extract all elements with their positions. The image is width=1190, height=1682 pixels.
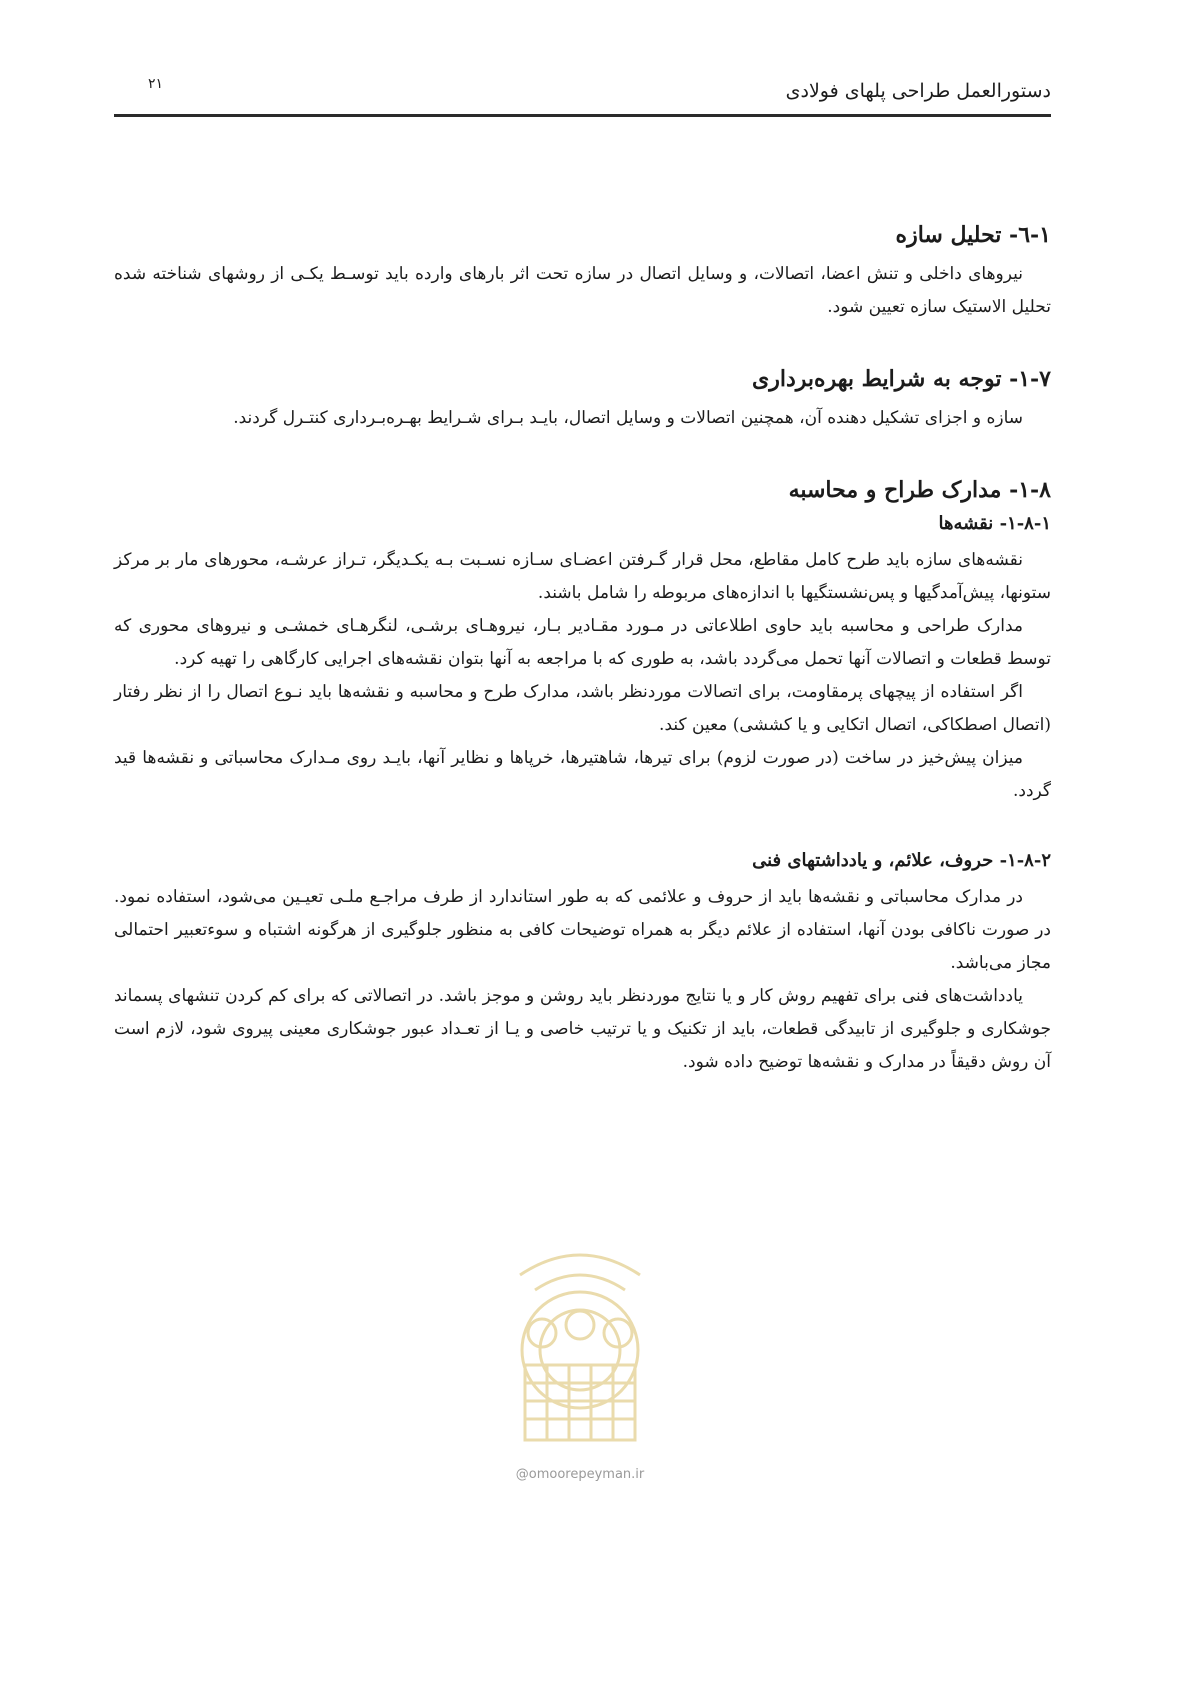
publisher-seal-logo-icon — [480, 1215, 680, 1465]
page-number: ۲۱ — [148, 76, 164, 92]
page-body — [114, 222, 1051, 1079]
paragraph: نقشه‌های سازه باید طرح کامل مقاطع، محل قرار گـرفتن اعضـای سـازه نسـبت بـه یکـدیگر، تـراز عرشـه، محورهای مار بر مرکز ستونها، پیش‌آمدگیها و پس‌نشستگیها با اندازه‌های مربوطه را شامل باشند. — [114, 550, 1051, 603]
paragraph: یادداشت‌های فنی برای تفهیم روش کار و یا نتایج موردنظر باید روشن و موجز باشد. در اتصالاتی که برای کم کردن تنشهای پسماند جوشکاری و جلوگیری از تابیدگی قطعات، باید از تکنیک و یا ترتیب خاصی و یـا از تعـداد عبور جوشکاری معینی پیروی شود، لازم است آن روش دقیقاً در مدارک و نقشه‌ها توضیح داده شود. — [114, 986, 1051, 1072]
paragraph: میزان پیش‌خیز در ساخت (در صورت لزوم) برای تیرها، شاهتیرها، خرپاها و نظایر آنها، بایـد روی مـدارک محاسباتی و نقشه‌ها قید گردد. — [114, 748, 1051, 801]
paragraph: مدارک طراحی و محاسبه باید حاوی اطلاعاتی در مـورد مقـادیر بـار، نیروهـای برشـی، لنگرهـای خمشـی و نیروهای محوری که توسط قطعات و اتصالات آنها تحمل می‌گردد باشد، به طوری که با مراجعه به آنها بتوان نقشه‌های اجرایی کارگاهی را تهیه کرد. — [114, 616, 1051, 669]
section-heading-1-6: ۱-٦- تحلیل سازه — [895, 222, 1051, 248]
subsection-heading-1-8-2: ۱-۸-۲- حروف، علائم، و یادداشتهای فنی — [752, 850, 1051, 871]
paragraph: در مدارک محاسباتی و نقشه‌ها باید از حروف و علائمی که به طور استاندارد از طرف مراجـع ملـی تعیـین می‌شود، استفاده نمود. در صورت ناکافی بودن آنها، استفاده از علائم دیگر به همراه توضیحات کافی به منظور جلوگیری از هرگونه اشتباه و سوءتعبیر احتمالی مجاز می‌باشد. — [114, 887, 1051, 973]
page-header — [114, 74, 1051, 117]
watermark-url: @omoorepeyman.ir — [515, 1467, 645, 1482]
section-heading-1-7: ۱-۷- توجه به شرایط بهره‌برداری — [752, 366, 1051, 392]
section-heading-1-8: ۱-۸- مدارک طراح و محاسبه — [788, 477, 1051, 503]
running-title: دستورالعمل طراحی پلهای فولادی — [785, 80, 1051, 102]
paragraph: اگر استفاده از پیچهای پرمقاومت، برای اتصالات موردنظر باشد، مدارک طرح و محاسبه و نقشه‌ها باید نـوع اتصال را از نظر رفتار (اتصال اصطکاکی، اتصال اتکایی و یا کششی) معین کند. — [114, 682, 1051, 735]
paragraph: نیروهای داخلی و تنش اعضا، اتصالات، و وسایل اتصال در سازه تحت اثر بارهای وارده باید توسـط یکـی از روشهای شناخته شده تحلیل الاستیک سازه تعیین شود. — [114, 264, 1051, 317]
watermark — [480, 1215, 680, 1495]
subsection-heading-1-8-1: ۱-۸-۱- نقشه‌ها — [938, 513, 1051, 534]
paragraph: سازه و اجزای تشکیل دهنده آن، همچنین اتصالات و وسایل اتصال، بایـد بـرای شـرایط بهـره‌بـرداری کنتـرل گردند. — [233, 408, 1023, 428]
